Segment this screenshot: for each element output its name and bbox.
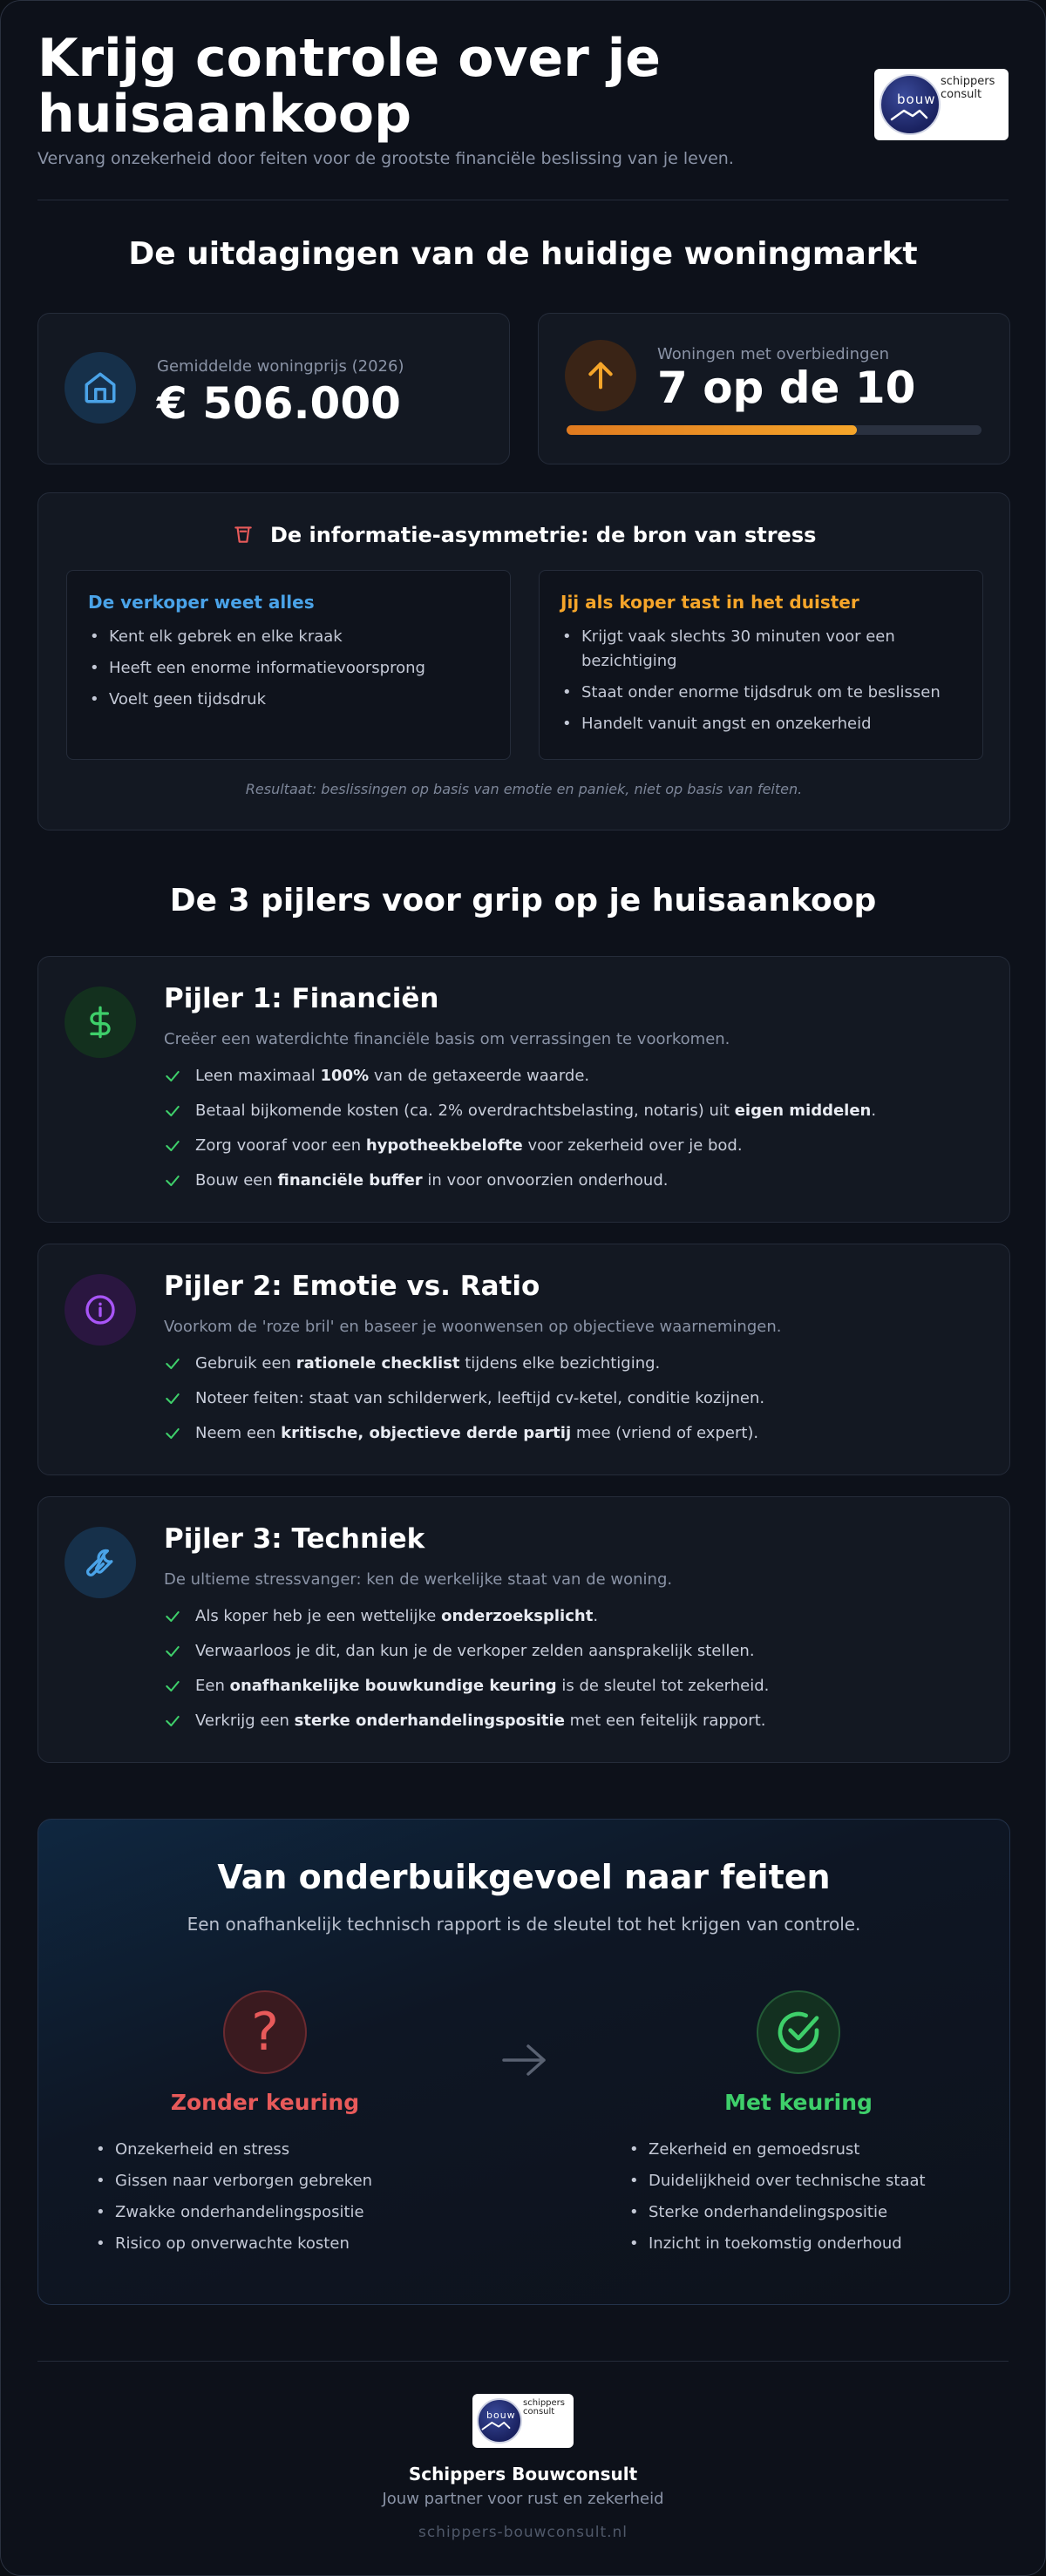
check-icon bbox=[164, 1172, 181, 1190]
logo-text-bottom: consult bbox=[523, 2407, 555, 2417]
logo-text-bottom: consult bbox=[941, 88, 982, 101]
pillar-title: Pijler 3: Techniek bbox=[164, 1523, 425, 1555]
pillar-financien-card bbox=[37, 956, 1010, 1223]
seller-heading: De verkoper weet alles bbox=[88, 592, 315, 613]
logo-text-top: schippers bbox=[941, 75, 995, 88]
roof-icon bbox=[890, 105, 928, 123]
pillar-list bbox=[164, 1605, 983, 1745]
logo-circle-text: bouw bbox=[486, 2410, 516, 2421]
question-icon: ? bbox=[223, 1990, 307, 2074]
footer-company-name: Schippers Bouwconsult bbox=[408, 2464, 638, 2484]
footer bbox=[37, 2394, 1009, 2541]
list-item: Noteer feiten: staat van schilderwerk, leeftijd cv-ketel, conditie kozijnen. bbox=[164, 1387, 983, 1422]
comparison-subtitle: Een onafhankelijk technisch rapport is de sleutel tot het krijgen van controle. bbox=[187, 1914, 861, 1935]
scale-icon bbox=[232, 523, 255, 546]
seller-list bbox=[88, 625, 489, 712]
dollar-icon bbox=[65, 986, 136, 1058]
list-item: • Zwakke onderhandelingspositie bbox=[91, 2197, 439, 2228]
list-item: Bouw een financiële buffer in voor onvoorzien onderhoud. bbox=[164, 1169, 983, 1204]
list-item: Gebruik een rationele checklist tijdens elke bezichtiging. bbox=[164, 1352, 983, 1387]
check-icon bbox=[164, 1137, 181, 1155]
page-content bbox=[37, 1, 1009, 2541]
list-item: • Kent elk gebrek en elke kraak bbox=[88, 625, 489, 649]
pillar-emotie-card bbox=[37, 1244, 1010, 1475]
check-icon bbox=[164, 1390, 181, 1407]
without-heading: Zonder keuring bbox=[170, 2090, 360, 2115]
list-item: • Sterke onderhandelingspositie bbox=[624, 2197, 973, 2228]
roof-icon bbox=[481, 2418, 511, 2432]
overbid-label: Woningen met overbiedingen bbox=[657, 345, 889, 363]
check-icon bbox=[164, 1608, 181, 1625]
list-item: Als koper heb je een wettelijke onderzoeksplicht. bbox=[164, 1605, 983, 1640]
list-item: • Staat onder enorme tijdsdruk om te beslissen bbox=[560, 681, 961, 705]
list-item: • Handelt vanuit angst en onzekerheid bbox=[560, 712, 961, 736]
overbid-card bbox=[538, 313, 1010, 464]
list-item: • Risico op onverwachte kosten bbox=[91, 2228, 439, 2260]
footer-tagline: Jouw partner voor rust en zekerheid bbox=[382, 2490, 664, 2508]
price-label: Gemiddelde woningprijs (2026) bbox=[157, 357, 404, 376]
list-item: Neem een kritische, objectieve derde partij mee (vriend of expert). bbox=[164, 1422, 983, 1457]
footer-divider bbox=[37, 2361, 1009, 2362]
list-item: • Onzekerheid en stress bbox=[91, 2134, 439, 2166]
pillars-title: De 3 pijlers voor grip op je huisaankoop bbox=[169, 883, 877, 919]
buyer-card bbox=[539, 570, 983, 760]
overbid-progress-bar bbox=[567, 425, 981, 435]
logo-text-top: schippers bbox=[523, 2398, 565, 2408]
list-item: Een onafhankelijke bouwkundige keuring is de sleutel tot zekerheid. bbox=[164, 1675, 983, 1710]
comparison-card bbox=[37, 1819, 1010, 2305]
asymmetry-title-row bbox=[38, 523, 1009, 547]
without-list bbox=[91, 2134, 439, 2260]
check-icon bbox=[164, 1102, 181, 1120]
buyer-list bbox=[560, 625, 961, 736]
check-icon bbox=[164, 1355, 181, 1373]
page-subtitle: Vervang onzekerheid door feiten voor de grootste financiële beslissing van je leven. bbox=[37, 149, 734, 168]
list-item: Verkrijg een sterke onderhandelingspositie met een feitelijk rapport. bbox=[164, 1710, 983, 1745]
list-item: Leen maximaal 100% van de getaxeerde waarde. bbox=[164, 1065, 983, 1100]
price-card bbox=[37, 313, 510, 464]
pillar-title: Pijler 2: Emotie vs. Ratio bbox=[164, 1271, 540, 1302]
check-icon bbox=[164, 1425, 181, 1442]
with-inspection-column bbox=[624, 1990, 973, 2260]
check-icon bbox=[164, 1643, 181, 1660]
header bbox=[37, 1, 1009, 200]
arrow-up-icon bbox=[565, 340, 636, 411]
asymmetry-title: De informatie-asymmetrie: de bron van stress bbox=[269, 523, 817, 547]
pillar-list bbox=[164, 1065, 983, 1204]
info-icon bbox=[65, 1274, 136, 1346]
buyer-heading: Jij als koper tast in het duister bbox=[560, 592, 859, 613]
overbid-value: 7 op de 10 bbox=[657, 363, 916, 413]
check-icon bbox=[164, 1678, 181, 1695]
company-logo[interactable] bbox=[874, 69, 1009, 140]
with-list bbox=[624, 2134, 973, 2260]
list-item: • Inzicht in toekomstig onderhoud bbox=[624, 2228, 973, 2260]
check-circle-icon bbox=[757, 1990, 840, 2074]
house-icon bbox=[65, 352, 136, 424]
list-item: • Duidelijkheid over technische staat bbox=[624, 2166, 973, 2197]
footer-logo[interactable] bbox=[472, 2394, 574, 2448]
list-item: Zorg vooraf voor een hypotheekbelofte voor zekerheid over je bod. bbox=[164, 1135, 983, 1169]
price-value: € 506.000 bbox=[157, 378, 401, 429]
pillar-subtitle: Voorkom de 'roze bril' en baseer je woonwensen op objectieve waarnemingen. bbox=[164, 1318, 782, 1336]
challenges-title: De uitdagingen van de huidige woningmarkt bbox=[128, 236, 918, 272]
list-item: • Krijgt vaak slechts 30 minuten voor een bezichtiging bbox=[560, 625, 961, 674]
pillar-subtitle: Creëer een waterdichte financiële basis om verrassingen te voorkomen. bbox=[164, 1030, 730, 1048]
wrench-icon bbox=[65, 1527, 136, 1598]
list-item: Betaal bijkomende kosten (ca. 2% overdrachtsbelasting, notaris) uit eigen middelen. bbox=[164, 1100, 983, 1135]
pillar-list bbox=[164, 1352, 983, 1457]
list-item: • Zekerheid en gemoedsrust bbox=[624, 2134, 973, 2166]
arrow-right-icon bbox=[500, 2043, 549, 2078]
logo-circle-text: bouw bbox=[897, 92, 936, 107]
list-item: Verwaarloos je dit, dan kun je de verkoper zelden aansprakelijk stellen. bbox=[164, 1640, 983, 1675]
check-icon bbox=[164, 1068, 181, 1085]
asymmetry-card bbox=[37, 492, 1010, 830]
list-item: • Voelt geen tijdsdruk bbox=[88, 688, 489, 712]
pillar-techniek-card bbox=[37, 1496, 1010, 1763]
pillar-subtitle: De ultieme stressvanger: ken de werkelijke staat van de woning. bbox=[164, 1570, 673, 1589]
page-title: Krijg controle over je huisaankoop bbox=[37, 28, 661, 145]
pillar-title: Pijler 1: Financiën bbox=[164, 983, 439, 1014]
with-heading: Met keuring bbox=[724, 2090, 873, 2115]
seller-card bbox=[66, 570, 511, 760]
check-icon bbox=[164, 1712, 181, 1730]
list-item: • Gissen naar verborgen gebreken bbox=[91, 2166, 439, 2197]
without-inspection-column bbox=[91, 1990, 439, 2260]
comparison-title: Van onderbuikgevoel naar feiten bbox=[217, 1858, 831, 1896]
footer-website-link[interactable]: schippers-bouwconsult.nl bbox=[418, 2524, 628, 2541]
overbid-progress-fill bbox=[567, 425, 857, 435]
list-item: • Heeft een enorme informatievoorsprong bbox=[88, 656, 489, 681]
asymmetry-result: Resultaat: beslissingen op basis van emotie en paniek, niet op basis van feiten. bbox=[245, 781, 803, 797]
